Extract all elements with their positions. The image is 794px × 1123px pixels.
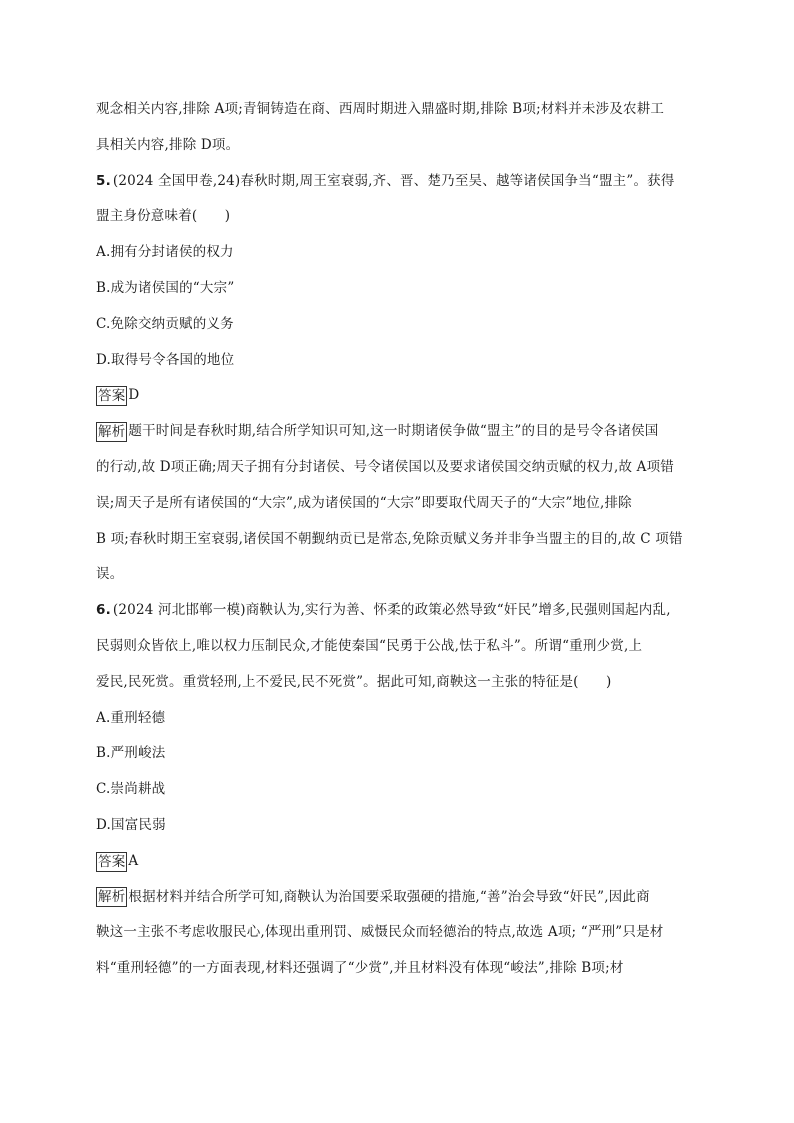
q6-stem-text-1: (2024 河北邯郸一模)商鞅认为,实行为善、怀柔的政策必然导致“奸民”增多,民强则国起内乱,: [112, 602, 671, 619]
q6-option-b: B.严刑峻法: [96, 745, 166, 762]
q6-stem-line-1: [96, 593, 702, 629]
q5-number: 5.: [96, 172, 111, 189]
q5-explanation-line-2: 的行动,故 D项正确;周天子拥有分封诸侯、号令诸侯国以及要求诸侯国交纳贡赋的权力,故 A项错: [96, 458, 674, 475]
q5-explanation-line-4: B 项;春秋时期王室衰弱,诸侯国不朝觐纳贡已是常态,免除贡赋义务并非争当盟主的目的,故 C 项错: [96, 530, 683, 547]
q6-stem-line-2: 民弱则众皆依上,唯以权力压制民众,才能使秦国“民勇于公战,怯于私斗”。所谓“重刑少赏,上: [96, 637, 643, 654]
q6-option-a: A.重刑轻德: [96, 709, 166, 726]
q5-answer-value: D: [128, 387, 140, 404]
q6-explanation-line-2: 鞅这一主张不考虑收服民心,体现出重刑罚、威慑民众而轻德治的特点,故选 A项; “严刑”只是材: [96, 924, 664, 941]
q6-explanation-text-1: 根据材料并结合所学可知,商鞅认为治国要采取强硬的措施,“善”治会导致“奸民”,因此商: [128, 888, 650, 905]
document-page: [96, 92, 702, 987]
q6-explanation-label: 解析: [98, 889, 126, 906]
q6-number: 6.: [96, 602, 111, 619]
q5-explanation-text-1: 题干时间是春秋时期,结合所学知识可知,这一时期诸侯争做“盟主”的目的是号令各诸侯国: [128, 423, 659, 440]
q5-explanation-line-1: [96, 414, 702, 450]
q5-explanation-label: 解析: [98, 423, 126, 440]
q6-answer: [96, 844, 702, 880]
q5-explanation-line-3: 误;周天子是所有诸侯国的“大宗”,成为诸侯国的“大宗”即要取代周天子的“大宗”地位,排除: [96, 494, 632, 511]
q6-stem-line-3: 爱民,民死赏。重赏轻刑,上不爱民,民不死赏”。据此可知,商鞅这一主张的特征是( ): [96, 673, 612, 690]
q5-stem-text-1: (2024 全国甲卷,24)春秋时期,周王室衰弱,齐、晋、楚乃至吴、越等诸侯国争当“盟主”。获得: [112, 172, 675, 189]
q6-answer-value: A: [128, 852, 139, 869]
q6-explanation-line-1: [96, 880, 702, 916]
prev-explanation-line-2: 具相关内容,排除 D项。: [96, 136, 240, 153]
q5-answer: [96, 378, 702, 414]
q5-stem-line-1: [96, 164, 702, 200]
q5-answer-label: 答案: [98, 388, 126, 405]
q6-option-c: C.崇尚耕战: [96, 781, 166, 798]
q5-explanation-line-5: 误。: [96, 566, 124, 583]
prev-explanation-line-1: 观念相关内容,排除 A项;青铜铸造在商、西周时期进入鼎盛时期,排除 B项;材料并未涉及农耕工: [96, 101, 665, 117]
q6-option-d: D.国富民弱: [96, 816, 166, 833]
q5-option-a: A.拥有分封诸侯的权力: [96, 244, 234, 261]
q5-stem-line-2: 盟主身份意味着( ): [96, 208, 231, 225]
q5-option-d: D.取得号令各国的地位: [96, 351, 235, 368]
q5-option-b: B.成为诸侯国的“大宗”: [96, 279, 235, 296]
q5-option-c: C.免除交纳贡赋的义务: [96, 315, 234, 332]
q6-explanation-line-3: 料“重刑轻德”的一方面表现,材料还强调了“少赏”,并且材料没有体现“峻法”,排除 B项;材: [96, 960, 624, 977]
q6-answer-label: 答案: [98, 853, 126, 870]
